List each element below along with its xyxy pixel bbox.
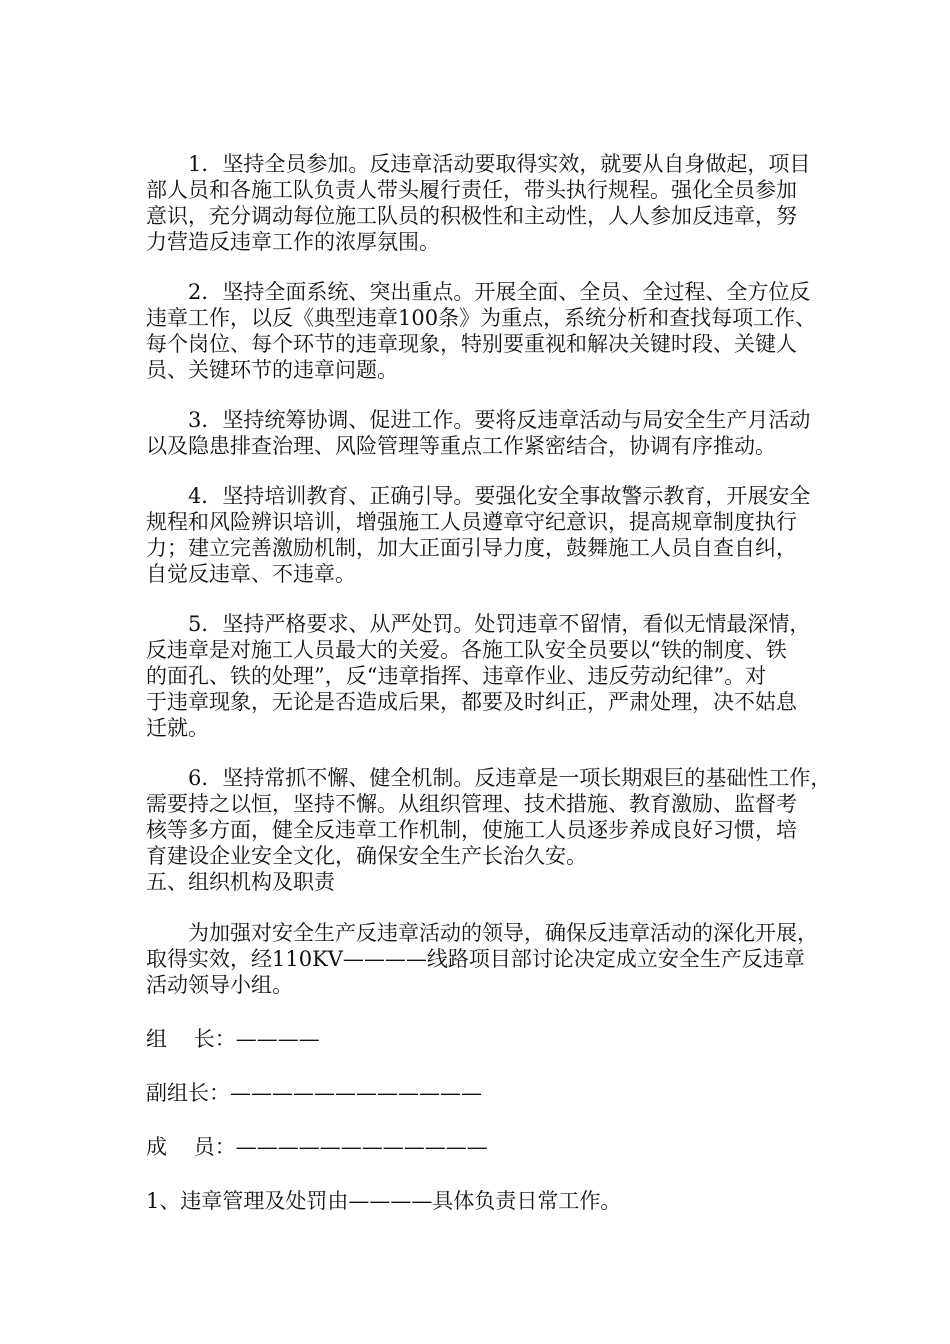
paragraph-4: 4．坚持培训教育、正确引导。要强化安全事故警示教育，开展安全 规程和风险辨识培训，增强施工人员遵章守纪意识，提高规章制度执行 力；建立完善激励机制，加大正面引导力度，鼓舞施工人员自查自纠， 自觉反违章、不违章。 (146, 484, 811, 586)
section-intro: 为加强对安全生产反违章活动的领导，确保反违章活动的深化开展， 取得实效，经110KV————线路项目部讨论决定成立安全生产反违章 活动领导小组。 (146, 921, 818, 997)
paragraph-1: 1．坚持全员参加。反违章活动要取得实效，就要从自身做起，项目 部人员和各施工队负责人带头履行责任，带头执行规程。强化全员参加 意识，充分调动每位施工队员的积极性和主动性，人人参加反违章，努 力营造反违章工作的浓厚氛围。 (146, 152, 811, 254)
paragraph-2: 2．坚持全面系统、突出重点。开展全面、全员、全过程、全方位反 违章工作，以反《典型违章100条》为重点，系统分析和查找每项工作、 每个岗位、每个环节的违章现象，特别要重视和解决关键时段、关键人 员、关键环节的违章问题。 (146, 280, 817, 382)
deputy-leader-line: 副组长：———————————— (146, 1081, 482, 1105)
document-body (146, 151, 858, 1214)
section-heading: 五、组织机构及职责 (146, 870, 335, 894)
members-line: 成 员：———————————— (146, 1135, 488, 1159)
paragraph-5: 5．坚持严格要求、从严处罚。处罚违章不留情，看似无情最深情， 反违章是对施工人员最大的关爱。各施工队安全员要以“铁的制度、铁 的面孔、铁的处理”，反“违章指挥、违章作业、违反劳动纪律”。对 于违章现象，无论是否造成后果，都要及时纠正，严肃处理，决不姑息 迁就。 (146, 612, 811, 740)
paragraph-3: 3．坚持统筹协调、促进工作。要将反违章活动与局安全生产月活动 以及隐患排查治理、风险管理等重点工作紧密结合，协调有序推动。 (146, 408, 811, 458)
paragraph-6: 6．坚持常抓不懈、健全机制。反违章是一项长期艰巨的基础性工作， 需要持之以恒，坚持不懈。从组织管理、技术措施、教育激励、监督考 核等多方面，健全反违章工作机制，使施工人员逐步养成良好习惯，培 育建设企业安全文化，确保安全生产长治久安。 (146, 766, 832, 868)
leader-line: 组 长：———— (146, 1027, 320, 1051)
item-1-line: 1、违章管理及处罚由————具体负责日常工作。 (146, 1189, 622, 1213)
